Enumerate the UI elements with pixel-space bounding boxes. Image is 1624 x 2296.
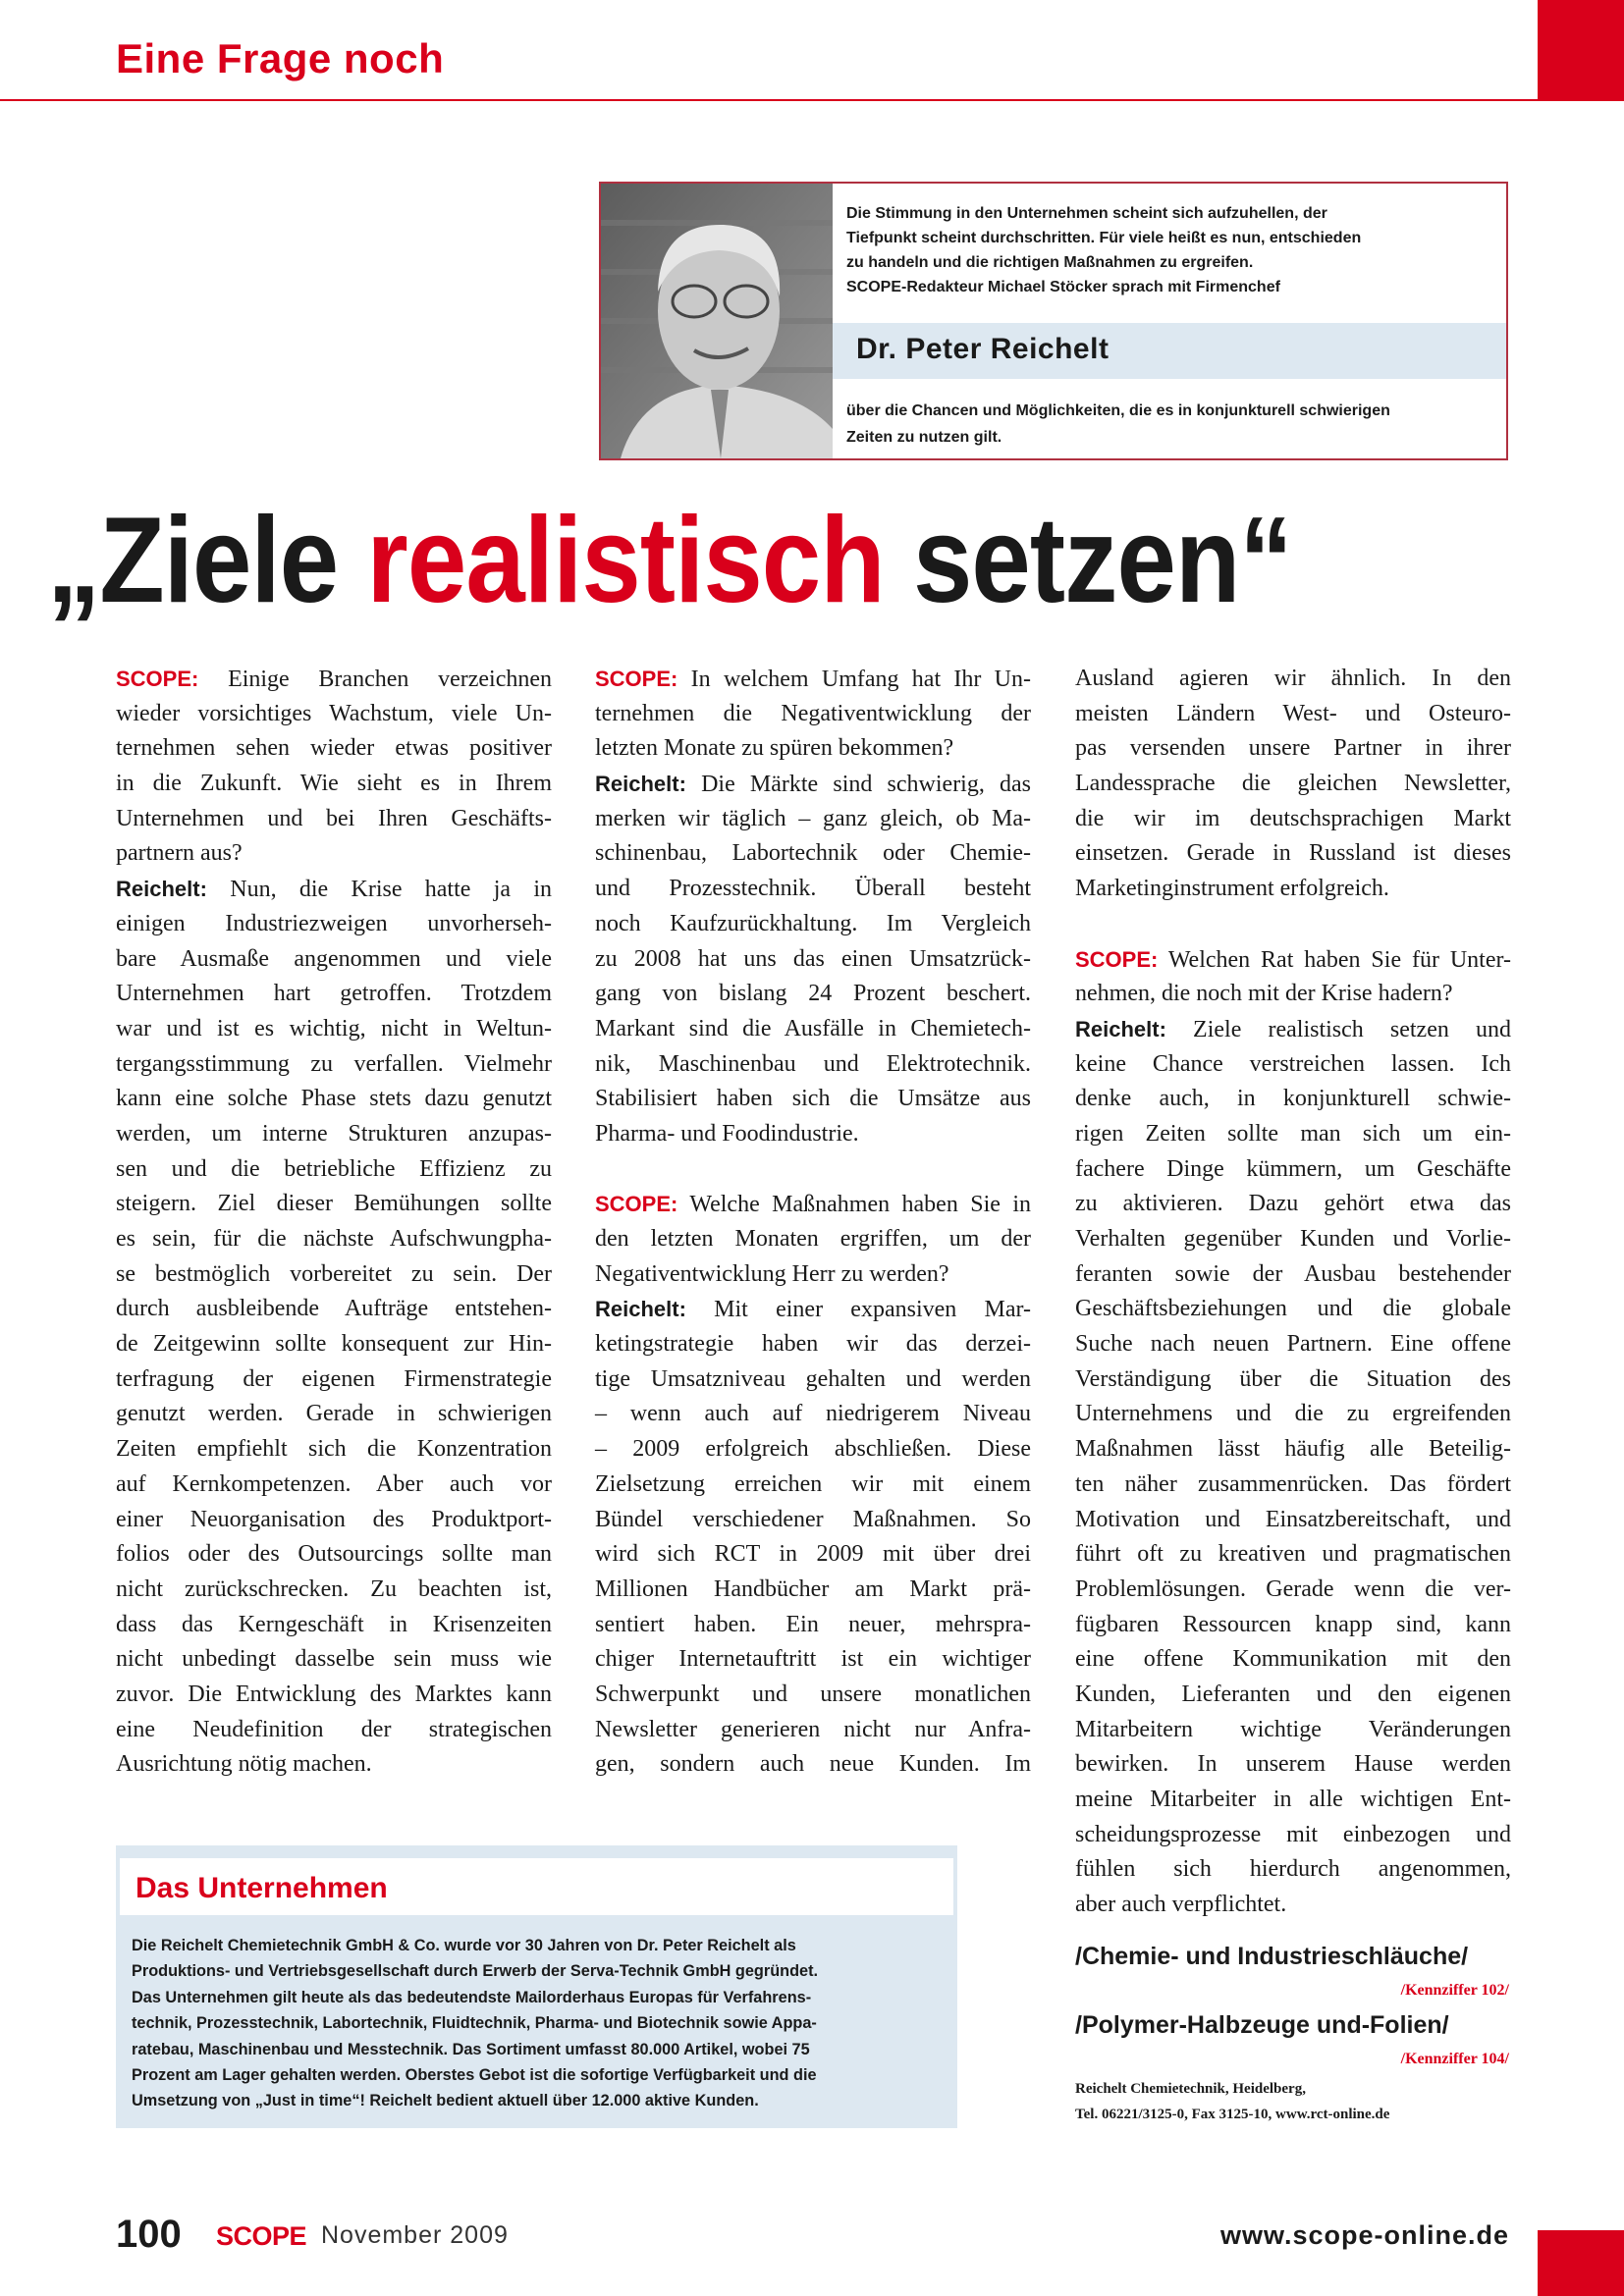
text-line xyxy=(595,1747,1031,1783)
text-line xyxy=(116,1503,552,1538)
line-text: Schwerpunkt und unsere monatlichen xyxy=(595,1681,1031,1707)
line-text: Millionen Handbücher am Markt prä- xyxy=(595,1575,1031,1602)
headline-highlight: realistisch xyxy=(366,493,885,628)
line-text: Kunden, Lieferanten und den eigenen xyxy=(1075,1681,1511,1707)
line-text: genutzt werden. Gerade in schwierigen xyxy=(116,1401,552,1427)
line-text: denke auch, in konjunkturell schwie- xyxy=(1075,1086,1511,1112)
line-text: – wenn auch auf niedrigerem Niveau xyxy=(595,1401,1031,1427)
text-line xyxy=(595,767,1031,802)
answer-paragraph xyxy=(595,1292,1031,1783)
line-text: in die Zukunft. Wie sieht es in Ihrem xyxy=(116,771,552,797)
text-line xyxy=(116,1468,552,1503)
text-line xyxy=(595,731,1031,767)
text-line xyxy=(595,836,1031,872)
speaker-label-reichelt: Reichelt: xyxy=(595,772,686,797)
line-text: einer Neuorganisation des Produktport- xyxy=(116,1506,552,1532)
text-line xyxy=(1075,1397,1511,1432)
text-line xyxy=(595,1397,1031,1432)
section-title: Eine Frage noch xyxy=(116,35,445,81)
line-text: de Zeitgewinn sollte konsequent zur Hin- xyxy=(116,1331,552,1358)
intro-text xyxy=(846,201,1361,299)
line-text: noch Kaufzurückhaltung. Im Vergleich xyxy=(595,910,1031,936)
text-line xyxy=(1075,731,1511,767)
line-text: Bündel verschiedener Maßnahmen. So xyxy=(595,1506,1031,1532)
text-line xyxy=(1075,697,1511,732)
text-line xyxy=(116,1362,552,1398)
article-column-3 xyxy=(1075,662,1511,1923)
line-text: Landessprache die gleichen Newsletter, xyxy=(1075,771,1511,797)
line-text: steigern. Ziel dieser Bemühungen sollte xyxy=(116,1191,552,1217)
line-text: zu aktivieren. Dazu gehört etwa das xyxy=(1075,1191,1511,1217)
text-line xyxy=(1075,802,1511,837)
company-text-line: ratebau, Maschinenbau und Messtechnik. Das Sortiment umfasst 80.000 Artikel, wobei 75 xyxy=(132,2040,810,2058)
line-text: Unternehmen und bei Ihren Geschäfts- xyxy=(116,805,552,831)
line-text: meisten Ländern West- und Osteuro- xyxy=(1075,700,1511,726)
text-line xyxy=(1075,662,1511,697)
text-line xyxy=(116,1152,552,1188)
intro-line: zu handeln und die richtigen Maßnahmen zu ergreifen. xyxy=(846,254,1254,271)
issue-date: November 2009 xyxy=(321,2221,509,2249)
text-line xyxy=(116,697,552,732)
text-line xyxy=(595,1678,1031,1713)
line-text: partnern aus? xyxy=(116,840,243,867)
line-text: tergangsstimmung zu verfallen. Vielmehr xyxy=(116,1050,552,1077)
text-line xyxy=(595,872,1031,907)
line-text: bare Ausmaße angenommen und viele xyxy=(116,945,552,972)
line-text: werden, um interne Strukturen anzupas- xyxy=(116,1120,552,1147)
name-band xyxy=(833,323,1506,379)
line-text: sen und die betriebliche Effizienz zu xyxy=(116,1155,552,1182)
text-line xyxy=(1075,977,1511,1012)
company-text-line: Umsetzung von „Just in time“! Reichelt bedient aktuell über 12.000 aktive Kunden. xyxy=(132,2092,759,2110)
text-line xyxy=(1075,1432,1511,1468)
line-text: nicht unbedingt dasselbe sein muss wie xyxy=(116,1646,552,1673)
text-line xyxy=(595,1327,1031,1362)
line-text: eine offene Kommunikation mit den xyxy=(1075,1646,1511,1673)
headline-part: „Ziele xyxy=(47,493,367,628)
text-line xyxy=(116,1047,552,1083)
line-text: wieder vorsichtiges Wachstum, viele Un- xyxy=(116,700,552,726)
text-line xyxy=(595,977,1031,1012)
line-text: Zeiten empfiehlt sich die Konzentration xyxy=(116,1436,552,1463)
line-text: Mit einer expansiven Mar- xyxy=(714,1297,1031,1323)
text-line xyxy=(595,1573,1031,1608)
text-line xyxy=(595,697,1031,732)
text-line xyxy=(595,1292,1031,1327)
line-text: zuvor. Die Entwicklung des Marktes kann xyxy=(116,1681,552,1707)
line-text: Pharma- und Foodindustrie. xyxy=(595,1120,859,1147)
text-line xyxy=(116,731,552,767)
text-line xyxy=(1075,1608,1511,1643)
portrait-photo xyxy=(601,184,833,458)
text-line xyxy=(595,942,1031,978)
text-line xyxy=(595,1047,1031,1083)
text-line xyxy=(1075,1152,1511,1188)
line-text: nik, Maschinenbau und Elektrotechnik. xyxy=(595,1050,1031,1077)
text-line xyxy=(116,872,552,907)
line-text: Stabilisiert haben sich die Umsätze aus xyxy=(595,1086,1031,1112)
text-line xyxy=(1075,1292,1511,1327)
text-line xyxy=(1075,767,1511,802)
line-text: Welche Maßnahmen haben Sie in xyxy=(689,1192,1031,1218)
line-text: tige Umsatzniveau gehalten und werden xyxy=(595,1365,1031,1392)
line-text: Einige Branchen verzeichnen xyxy=(228,667,552,692)
line-text: durch ausbleibende Aufträge entstehen- xyxy=(116,1296,552,1322)
company-text-line: Die Reichelt Chemietechnik GmbH & Co. wurde vor 30 Jahren von Dr. Peter Reichelt als xyxy=(132,1937,796,1954)
line-text: den letzten Monaten ergriffen, um der xyxy=(595,1226,1031,1252)
keyword-section xyxy=(1075,1939,1509,2127)
line-text: Markant sind die Ausfälle in Chemietech- xyxy=(595,1015,1031,1041)
text-line xyxy=(1075,1327,1511,1362)
line-text: fühlen sich hierdurch angenommen, xyxy=(1075,1856,1511,1883)
text-line xyxy=(595,1187,1031,1222)
text-line xyxy=(116,1432,552,1468)
line-text: scheidungsprozesse mit einbezogen und xyxy=(1075,1821,1511,1847)
text-line xyxy=(116,767,552,802)
text-line xyxy=(116,836,552,872)
corner-marker-top xyxy=(1538,0,1624,101)
company-text-line: Prozent am Lager gehalten werden. Oberstes Gebot ist die sofortige Verfügbarkeit und die xyxy=(132,2066,817,2085)
keyword-reference[interactable]: /Kennziffer 102/ xyxy=(1400,1982,1509,1999)
text-line xyxy=(595,1082,1031,1117)
corner-marker-bottom xyxy=(1538,2230,1624,2296)
text-line xyxy=(116,1573,552,1608)
text-line xyxy=(595,1642,1031,1678)
line-text: Ziele realistisch setzen und xyxy=(1193,1016,1511,1042)
line-text: Maßnahmen lässt häufig alle Beteilig- xyxy=(1075,1436,1511,1463)
question-paragraph xyxy=(116,662,552,872)
intro-line: SCOPE-Redakteur Michael Stöcker sprach mit Firmenchef xyxy=(846,279,1280,295)
company-box-title: Das Unternehmen xyxy=(135,1872,388,1904)
line-text: Unternehmens und die zu ergreifenden xyxy=(1075,1401,1511,1427)
text-line xyxy=(116,1747,552,1783)
line-text: – 2009 erfolgreich abschließen. Diese xyxy=(595,1436,1031,1463)
text-line xyxy=(1075,1187,1511,1222)
line-text: Newsletter generieren nicht nur Anfra- xyxy=(595,1716,1031,1742)
text-line xyxy=(116,1187,552,1222)
text-line xyxy=(1075,942,1511,978)
answer-paragraph xyxy=(1075,1012,1511,1923)
headline-part: setzen“ xyxy=(884,493,1292,628)
intro-line: Tiefpunkt scheint durchschritten. Für viele heißt es nun, entschieden xyxy=(846,230,1362,246)
question-paragraph xyxy=(1075,942,1511,1012)
answer-paragraph xyxy=(1075,662,1511,907)
line-text: schinenbau, Labortechnik oder Chemie- xyxy=(595,840,1031,867)
text-line xyxy=(116,802,552,837)
text-line xyxy=(116,1222,552,1257)
line-text: Unternehmen hart getroffen. Trotzdem xyxy=(116,981,552,1007)
company-box-header xyxy=(120,1858,953,1915)
line-text: Verständigung über die Situation des xyxy=(1075,1365,1511,1392)
line-text: Nun, die Krise hatte ja in xyxy=(230,877,553,903)
intro-sub-line: Zeiten zu nutzen gilt. xyxy=(846,429,1002,446)
scope-logo: SCOPE xyxy=(216,2221,307,2251)
line-text: sentiert haben. Ein neuer, mehrspra- xyxy=(595,1611,1031,1637)
line-text: wird sich RCT in 2009 mit über drei xyxy=(595,1541,1031,1568)
website-link[interactable]: www.scope-online.de xyxy=(1219,2220,1509,2250)
text-line xyxy=(116,1117,552,1152)
text-line xyxy=(595,662,1031,697)
text-line xyxy=(1075,1503,1511,1538)
contact-details: Tel. 06221/3125-0, Fax 3125-10, www.rct-online.de xyxy=(1075,2107,1390,2122)
keyword-title: /Chemie- und Industrieschläuche/ xyxy=(1075,1943,1469,1970)
text-line xyxy=(1075,836,1511,872)
text-line xyxy=(1075,1747,1511,1783)
text-line xyxy=(1075,872,1511,907)
line-text: Problemlösungen. Gerade wenn die ver- xyxy=(1075,1575,1511,1602)
line-text: führt oft zu kreativen und pragmatischen xyxy=(1075,1541,1511,1568)
text-line xyxy=(595,1257,1031,1293)
line-text: Zielsetzung erreichen wir mit einem xyxy=(595,1470,1031,1497)
speaker-label-scope: SCOPE: xyxy=(116,667,199,691)
interviewee-name: Dr. Peter Reichelt xyxy=(856,333,1110,365)
text-line xyxy=(116,1713,552,1748)
intro-line: Die Stimmung in den Unternehmen scheint sich aufzuhellen, der xyxy=(846,205,1327,222)
text-line xyxy=(1075,1678,1511,1713)
answer-paragraph xyxy=(595,767,1031,1152)
text-line xyxy=(1075,1222,1511,1257)
line-text: kann eine solche Phase stets dazu genutzt xyxy=(116,1086,552,1112)
line-text: ketingstrategie haben wir das derzei- xyxy=(595,1331,1031,1358)
line-text: merken wir täglich – ganz gleich, ob Ma- xyxy=(595,805,1031,831)
line-text: einigen Industriezweigen unvorherseh- xyxy=(116,910,552,936)
keyword-reference[interactable]: /Kennziffer 104/ xyxy=(1400,2051,1509,2067)
text-line xyxy=(116,1537,552,1573)
line-text: Motivation und Einsatzbereitschaft, und xyxy=(1075,1506,1511,1532)
text-line xyxy=(1075,1047,1511,1083)
line-text: fügbaren Ressourcen knapp sind, kann xyxy=(1075,1611,1511,1637)
line-text: Verhalten gegenüber Kunden und Vorlie- xyxy=(1075,1226,1511,1252)
intro-subtext xyxy=(846,398,1390,451)
text-line xyxy=(116,1012,552,1047)
line-text: Negativentwicklung Herr zu werden? xyxy=(595,1260,949,1287)
article-column-2 xyxy=(595,662,1031,1783)
text-line xyxy=(116,1608,552,1643)
contact-company: Reichelt Chemietechnik, Heidelberg, xyxy=(1075,2081,1306,2097)
line-text: einsetzen. Gerade in Russland ist dieses xyxy=(1075,840,1511,867)
line-text: se bestmöglich vorbereitet zu sein. Der xyxy=(116,1260,552,1287)
line-text: Suche nach neuen Partnern. Eine offene xyxy=(1075,1331,1511,1358)
line-text: eine Neudefinition der strategischen xyxy=(116,1716,552,1742)
speaker-label-scope: SCOPE: xyxy=(595,667,678,691)
text-line xyxy=(1075,1642,1511,1678)
line-text: ten näher zusammenrücken. Das fördert xyxy=(1075,1470,1511,1497)
text-line xyxy=(595,1012,1031,1047)
text-line xyxy=(1075,1468,1511,1503)
text-line xyxy=(595,1222,1031,1257)
question-paragraph xyxy=(595,1187,1031,1292)
text-line xyxy=(1075,1257,1511,1293)
text-line xyxy=(1075,1818,1511,1853)
text-line xyxy=(1075,1852,1511,1888)
text-line xyxy=(116,1082,552,1117)
speaker-label-reichelt: Reichelt: xyxy=(1075,1016,1166,1041)
line-text: auf Kernkompetenzen. Aber auch vor xyxy=(116,1470,552,1497)
text-line xyxy=(1075,1573,1511,1608)
line-text: aber auch verpflichtet. xyxy=(1075,1892,1287,1918)
line-text: zu 2008 hat uns das einen Umsatzrück- xyxy=(595,945,1031,972)
company-text-line: Das Unternehmen gilt heute als das bedeutendste Mailorderhaus Europas für Verfahrens- xyxy=(132,1988,812,2006)
line-text: terfragung der eigenen Firmenstrategie xyxy=(116,1365,552,1392)
speaker-label-scope: SCOPE: xyxy=(595,1192,678,1217)
text-line xyxy=(1075,1537,1511,1573)
text-line xyxy=(595,1608,1031,1643)
line-text: Geschäftsbeziehungen und die globale xyxy=(1075,1296,1511,1322)
text-line xyxy=(1075,1012,1511,1047)
text-line xyxy=(595,1117,1031,1152)
line-text: dass das Kerngeschäft in Krisenzeiten xyxy=(116,1611,552,1637)
text-line xyxy=(595,802,1031,837)
article-column-1 xyxy=(116,662,552,1783)
line-text: letzten Monate zu spüren bekommen? xyxy=(595,735,954,762)
line-text: gen, sondern auch neue Kunden. Im xyxy=(595,1751,1031,1778)
line-text: ternehmen die Negativentwicklung der xyxy=(595,700,1031,726)
line-text: chiger Internetauftritt ist ein wichtiger xyxy=(595,1646,1031,1673)
line-text: bewirken. In unserem Hause werden xyxy=(1075,1751,1511,1778)
text-line xyxy=(116,1678,552,1713)
answer-paragraph xyxy=(116,872,552,1783)
line-text: es sein, für die nächste Aufschwungpha- xyxy=(116,1226,552,1252)
line-text: Ausland agieren wir ähnlich. In den xyxy=(1075,666,1511,691)
company-box-text xyxy=(132,1933,818,2114)
text-line xyxy=(116,1327,552,1362)
line-text: ternehmen sehen wieder etwas positiver xyxy=(116,735,552,762)
speaker-label-reichelt: Reichelt: xyxy=(595,1297,686,1322)
text-line xyxy=(595,1503,1031,1538)
text-line xyxy=(595,1537,1031,1573)
line-text: folios oder des Outsourcings sollte man xyxy=(116,1541,552,1568)
line-text: Ausrichtung nötig machen. xyxy=(116,1751,372,1778)
text-line xyxy=(1075,1888,1511,1923)
text-line xyxy=(595,1713,1031,1748)
keyword-title: /Polymer-Halbzeuge und-Folien/ xyxy=(1075,2011,1449,2039)
header-rule xyxy=(0,99,1538,101)
speaker-label-reichelt: Reichelt: xyxy=(116,877,207,902)
text-line xyxy=(1075,1783,1511,1818)
text-line xyxy=(595,1432,1031,1468)
line-text: Welchen Rat haben Sie für Unter- xyxy=(1167,946,1511,973)
line-text: meine Mitarbeiter in alle wichtigen Ent- xyxy=(1075,1787,1511,1812)
company-text-line: technik, Prozesstechnik, Labortechnik, Fluidtechnik, Pharma- und Biotechnik sowie Appa- xyxy=(132,2014,817,2033)
line-text: pas versenden unsere Partner in ihrer xyxy=(1075,735,1511,762)
text-line xyxy=(595,1362,1031,1398)
line-text: In welchem Umfang hat Ihr Un- xyxy=(690,667,1032,692)
line-text: war und ist es wichtig, nicht in Weltun- xyxy=(116,1015,552,1041)
text-line xyxy=(1075,1117,1511,1152)
line-text: fachere Dinge kümmern, um Geschäfte xyxy=(1075,1155,1511,1182)
text-line xyxy=(595,1468,1031,1503)
page-number: 100 xyxy=(116,2213,182,2256)
text-line xyxy=(116,977,552,1012)
speaker-label-scope: SCOPE: xyxy=(1075,946,1159,972)
text-line xyxy=(116,662,552,697)
line-text: die wir im deutschsprachigen Markt xyxy=(1075,805,1511,831)
text-line xyxy=(595,907,1031,942)
line-text: feranten sowie der Ausbau bestehender xyxy=(1075,1260,1511,1287)
line-text: Die Märkte sind schwierig, das xyxy=(701,772,1032,798)
text-line xyxy=(116,1397,552,1432)
headline xyxy=(47,491,1292,630)
company-text-line: Produktions- und Vertriebsgesellschaft durch Erwerb der Serva-Technik GmbH gegründet. xyxy=(132,1962,819,1981)
line-text: Marketinginstrument erfolgreich. xyxy=(1075,876,1389,902)
text-line xyxy=(116,1642,552,1678)
text-line xyxy=(1075,1362,1511,1398)
intro-sub-line: über die Chancen und Möglichkeiten, die es in konjunkturell schwierigen xyxy=(846,402,1390,419)
line-text: nehmen, die noch mit der Krise hadern? xyxy=(1075,981,1453,1007)
text-line xyxy=(116,1257,552,1293)
text-line xyxy=(116,1292,552,1327)
line-text: rigen Zeiten sollte man sich um ein- xyxy=(1075,1120,1511,1147)
text-line xyxy=(116,942,552,978)
question-paragraph xyxy=(595,662,1031,767)
line-text: und Prozesstechnik. Überall besteht xyxy=(595,876,1031,902)
line-text: Mitarbeitern wichtige Veränderungen xyxy=(1075,1716,1511,1742)
text-line xyxy=(116,907,552,942)
company-info-box xyxy=(116,1845,957,2128)
line-text: nicht zurückschrecken. Zu beachten ist, xyxy=(116,1575,552,1602)
text-line xyxy=(1075,1082,1511,1117)
line-text: keine Chance verstreichen lassen. Ich xyxy=(1075,1050,1511,1077)
text-line xyxy=(1075,1713,1511,1748)
portrait-image xyxy=(601,184,833,458)
line-text: gang von bislang 24 Prozent beschert. xyxy=(595,981,1031,1007)
intro-box xyxy=(599,182,1508,460)
